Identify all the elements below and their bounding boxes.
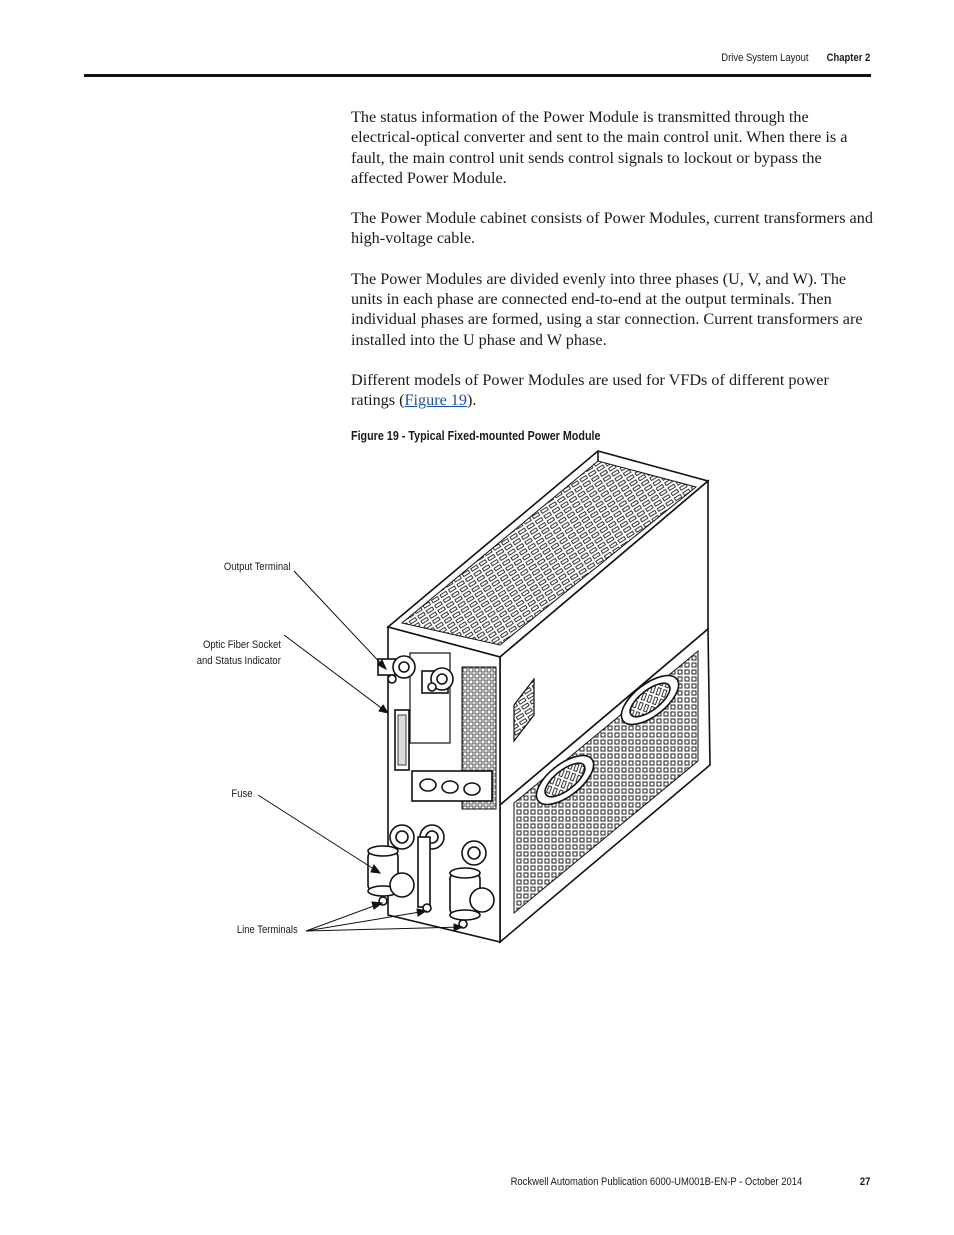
paragraph-cabinet: The Power Module cabinet consists of Power Modules, current transformers and high-voltage cable.	[351, 209, 873, 248]
footer-publication: Rockwell Automation Publication 6000-UM001B-EN-P - October 2014	[510, 1176, 802, 1188]
callout-line-terminals: Line Terminals	[237, 924, 298, 936]
models-text-after: ).	[467, 391, 477, 410]
callout-optic-line1: Optic Fiber Socket	[203, 639, 281, 651]
leader-optic-fiber	[284, 635, 388, 713]
callout-fuse: Fuse	[230, 788, 252, 800]
header-rule	[84, 74, 871, 77]
figure-caption: Figure 19 - Typical Fixed-mounted Power Module	[351, 429, 601, 443]
page-number: 27	[859, 1176, 870, 1188]
callout-optic-fiber	[197, 637, 281, 669]
callout-output-terminal: Output Terminal	[223, 561, 290, 573]
header-chapter: Chapter 2	[826, 52, 870, 64]
header-section-title: Drive System Layout	[720, 52, 809, 64]
leader-line-terminal-1	[306, 903, 382, 931]
page-footer	[510, 1176, 870, 1188]
models-text-before: Different models of Power Modules are used for VFDs of different power ratings (	[351, 370, 829, 410]
module-body	[368, 451, 710, 942]
body-text	[351, 107, 873, 431]
running-header	[721, 52, 870, 64]
leader-fuse	[258, 795, 380, 873]
callout-optic-line2: and Status Indicator	[196, 655, 281, 667]
power-module-drawing	[180, 445, 720, 950]
paragraph-models	[351, 370, 873, 411]
power-module-figure	[180, 445, 720, 950]
figure-19-link[interactable]: Figure 19	[404, 391, 467, 410]
paragraph-phases: The Power Modules are divided evenly into three phases (U, V, and W). The units in each phase are connected end-to-end at the output terminals. Then individual phases are formed, using a star connection. Current transformers are installed into the U phase and W phase.	[351, 269, 863, 349]
leader-output-terminal	[294, 571, 386, 669]
paragraph-status-info: The status information of the Power Module is transmitted through the electrical-optical converter and sent to the main control unit. When there is a fault, the main control unit sends control signals to lockout or bypass the affected Power Module.	[351, 108, 848, 187]
